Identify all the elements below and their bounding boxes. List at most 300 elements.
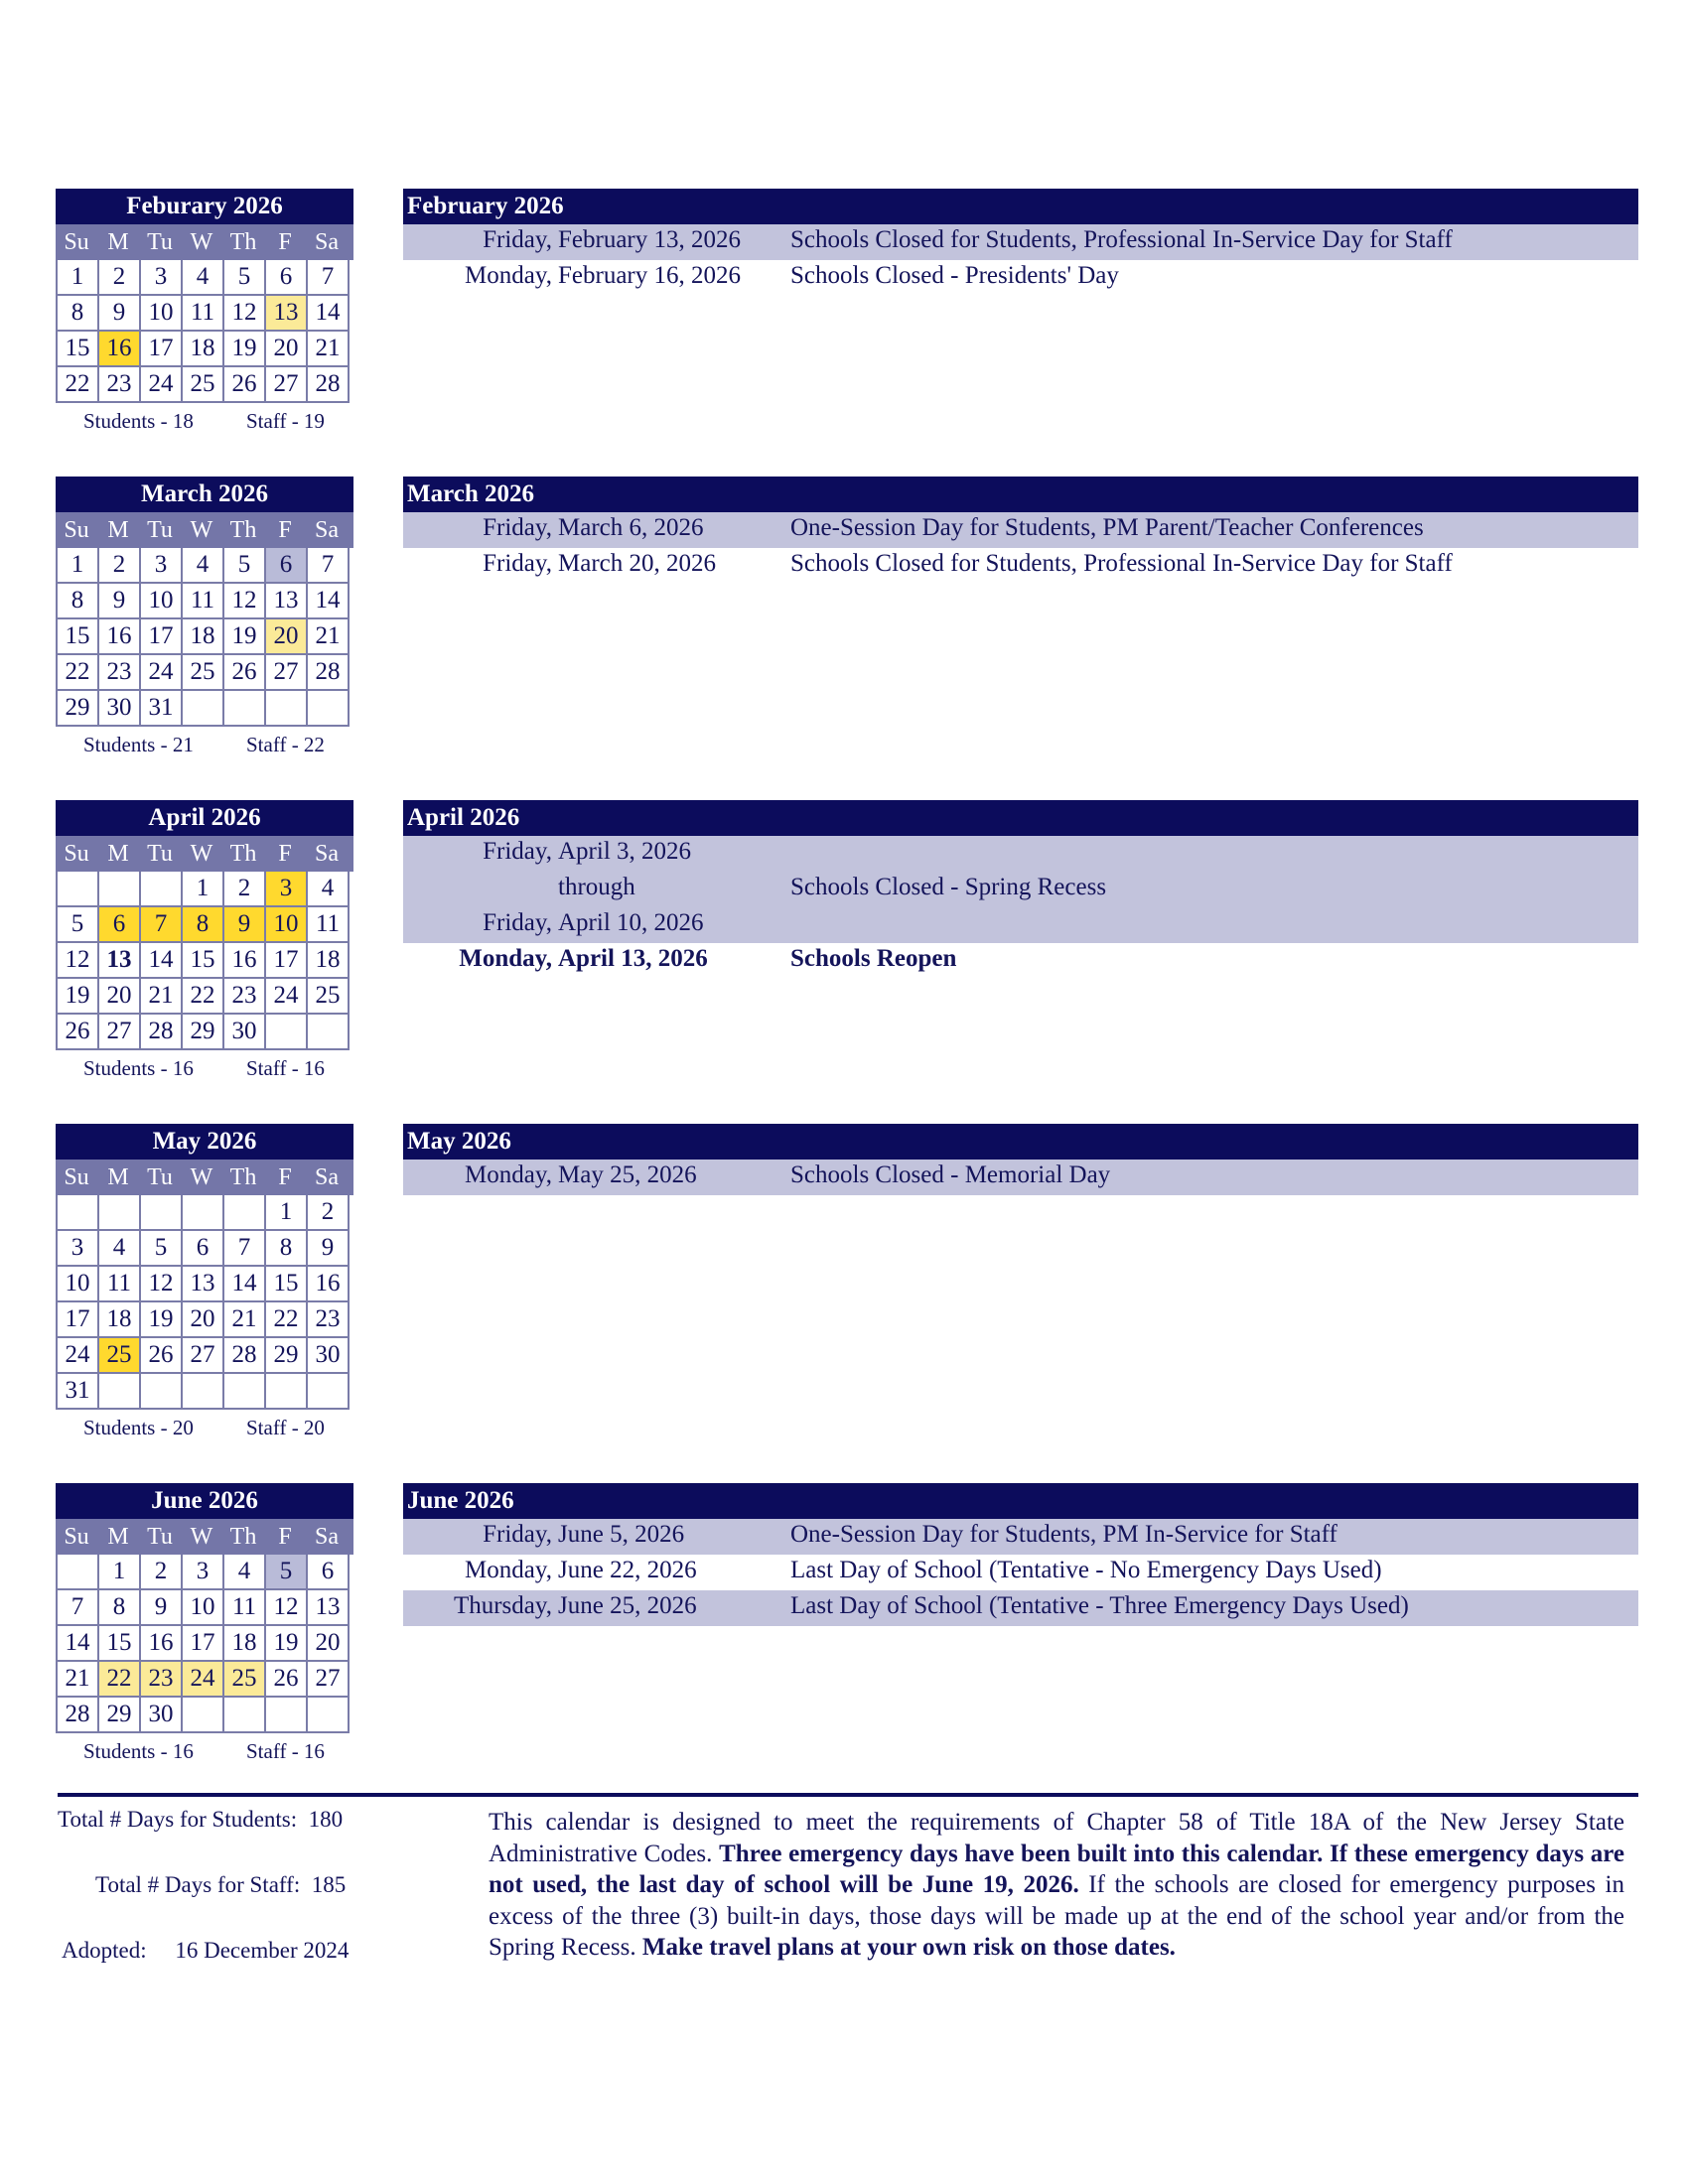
event-date: through xyxy=(558,874,635,900)
event-weekday: Monday, xyxy=(465,1557,552,1583)
event-date: April 3, 2026 xyxy=(558,838,692,865)
event-row xyxy=(403,872,1638,907)
day-cell: 17 xyxy=(266,943,308,979)
day-cell: 15 xyxy=(266,1267,308,1302)
weekday-header xyxy=(56,836,353,872)
day-cell: 9 xyxy=(141,1590,183,1626)
day-cell: 10 xyxy=(266,907,308,943)
adopted-line xyxy=(62,1938,349,1964)
weekday-label: Sa xyxy=(315,1524,339,1550)
week-row xyxy=(58,1231,353,1267)
day-cell: 9 xyxy=(224,907,266,943)
day-cell: 1 xyxy=(58,260,99,296)
day-cell: 8 xyxy=(266,1231,308,1267)
day-cell: 18 xyxy=(99,1302,141,1338)
staff-count: Staff - 20 xyxy=(246,1416,325,1439)
day-cell: 26 xyxy=(266,1662,308,1698)
weekday-label: M xyxy=(107,841,129,867)
weekday-label: M xyxy=(107,517,129,543)
day-cell: 11 xyxy=(183,584,224,619)
students-count: Students - 21 xyxy=(83,733,194,756)
event-description: Schools Closed for Students, Professional In-Service Day for Staff xyxy=(790,550,1453,577)
week-row xyxy=(58,691,353,727)
day-cell: 15 xyxy=(99,1626,141,1662)
week-row xyxy=(58,1555,353,1590)
empty-day-cell xyxy=(141,1195,183,1231)
weekday-label: Sa xyxy=(315,1164,339,1190)
day-cell: 27 xyxy=(99,1015,141,1050)
day-cell: 15 xyxy=(58,332,99,367)
event-weekday: Thursday, xyxy=(453,1592,552,1619)
day-cell: 21 xyxy=(58,1662,99,1698)
weekday-label: Su xyxy=(64,1524,89,1550)
mini-calendar xyxy=(56,189,353,439)
day-counts xyxy=(56,403,353,439)
day-cell: 16 xyxy=(224,943,266,979)
day-cell: 27 xyxy=(183,1338,224,1374)
events-month-title: February 2026 xyxy=(403,189,1638,224)
staff-count: Staff - 22 xyxy=(246,733,325,756)
events-month-title: April 2026 xyxy=(403,800,1638,836)
day-cell: 13 xyxy=(99,943,141,979)
day-cell: 19 xyxy=(141,1302,183,1338)
weekday-label: Su xyxy=(64,841,89,867)
events-month-title: May 2026 xyxy=(403,1124,1638,1160)
weekday-label: Tu xyxy=(147,517,173,543)
week-row xyxy=(58,332,353,367)
day-cell: 26 xyxy=(224,655,266,691)
weekday-label: Th xyxy=(229,1524,257,1550)
event-description: Last Day of School (Tentative - No Emergency Days Used) xyxy=(790,1557,1382,1583)
week-row xyxy=(58,1662,353,1698)
empty-day-cell xyxy=(224,691,266,727)
day-cell: 29 xyxy=(99,1698,141,1733)
mini-calendar-title: Feburary 2026 xyxy=(56,189,353,224)
day-grid xyxy=(56,872,353,1050)
empty-day-cell xyxy=(99,872,141,907)
weekday-label: W xyxy=(190,229,213,255)
day-cell: 5 xyxy=(224,260,266,296)
day-cell: 30 xyxy=(308,1338,350,1374)
day-cell: 2 xyxy=(99,548,141,584)
day-cell: 1 xyxy=(266,1195,308,1231)
event-description: One-Session Day for Students, PM In-Service for Staff xyxy=(790,1521,1337,1548)
day-cell: 27 xyxy=(308,1662,350,1698)
week-row xyxy=(58,548,353,584)
empty-day-cell xyxy=(99,1374,141,1410)
day-cell: 24 xyxy=(141,367,183,403)
day-cell: 12 xyxy=(58,943,99,979)
weekday-label: F xyxy=(278,517,292,543)
mini-calendar xyxy=(56,477,353,762)
day-cell: 30 xyxy=(224,1015,266,1050)
day-cell: 1 xyxy=(99,1555,141,1590)
empty-day-cell xyxy=(58,872,99,907)
day-cell: 12 xyxy=(266,1590,308,1626)
day-cell: 17 xyxy=(141,332,183,367)
day-cell: 11 xyxy=(99,1267,141,1302)
day-cell: 25 xyxy=(224,1662,266,1698)
day-cell: 7 xyxy=(308,548,350,584)
mini-calendar xyxy=(56,1124,353,1445)
weekday-label: Tu xyxy=(147,1524,173,1550)
weekday-label: Sa xyxy=(315,517,339,543)
day-cell: 22 xyxy=(266,1302,308,1338)
weekday-label: F xyxy=(278,229,292,255)
mini-calendar xyxy=(56,1483,353,1769)
event-weekday: Monday, xyxy=(465,1161,552,1188)
weekday-label: W xyxy=(190,1524,213,1550)
day-cell: 22 xyxy=(58,367,99,403)
event-description: Last Day of School (Tentative - Three Emergency Days Used) xyxy=(790,1592,1409,1619)
students-count: Students - 16 xyxy=(83,1739,194,1763)
day-grid xyxy=(56,1555,353,1733)
day-cell: 6 xyxy=(183,1231,224,1267)
day-cell: 4 xyxy=(308,872,350,907)
week-row xyxy=(58,1626,353,1662)
day-grid xyxy=(56,548,353,727)
day-cell: 19 xyxy=(224,332,266,367)
day-cell: 23 xyxy=(224,979,266,1015)
mini-calendar xyxy=(56,800,353,1086)
event-date: February 13, 2026 xyxy=(558,226,741,253)
weekday-label: Su xyxy=(64,517,89,543)
day-cell: 15 xyxy=(58,619,99,655)
staff-total-value: 185 xyxy=(311,1872,347,1897)
staff-count: Staff - 19 xyxy=(246,409,325,433)
students-count: Students - 18 xyxy=(83,409,194,433)
weekday-header xyxy=(56,1519,353,1555)
day-cell: 19 xyxy=(58,979,99,1015)
week-row xyxy=(58,260,353,296)
weekday-label: W xyxy=(190,841,213,867)
day-cell: 24 xyxy=(58,1338,99,1374)
day-cell: 10 xyxy=(183,1590,224,1626)
day-cell: 18 xyxy=(183,619,224,655)
event-description: Schools Closed - Memorial Day xyxy=(790,1161,1111,1188)
day-cell: 6 xyxy=(99,907,141,943)
day-cell: 2 xyxy=(99,260,141,296)
empty-day-cell xyxy=(308,1374,350,1410)
empty-day-cell xyxy=(266,1015,308,1050)
staff-count: Staff - 16 xyxy=(246,1056,325,1080)
weekday-label: W xyxy=(190,1164,213,1190)
week-row xyxy=(58,1338,353,1374)
weekday-label: Sa xyxy=(315,229,339,255)
week-row xyxy=(58,943,353,979)
day-cell: 23 xyxy=(308,1302,350,1338)
day-cell: 13 xyxy=(266,296,308,332)
students-total-label: Total # Days for Students: xyxy=(58,1807,298,1832)
day-cell: 12 xyxy=(141,1267,183,1302)
day-cell: 29 xyxy=(183,1015,224,1050)
day-cell: 17 xyxy=(141,619,183,655)
weekday-label: M xyxy=(107,229,129,255)
day-cell: 25 xyxy=(183,367,224,403)
event-weekday: Friday, xyxy=(483,226,552,253)
day-cell: 4 xyxy=(183,548,224,584)
weekday-label: Su xyxy=(64,229,89,255)
day-cell: 31 xyxy=(58,1374,99,1410)
day-cell: 22 xyxy=(58,655,99,691)
event-row xyxy=(403,1160,1638,1195)
footer-divider xyxy=(58,1793,1638,1797)
day-cell: 11 xyxy=(308,907,350,943)
event-date: June 5, 2026 xyxy=(558,1521,685,1548)
weekday-label: Th xyxy=(229,517,257,543)
day-cell: 17 xyxy=(183,1626,224,1662)
week-row xyxy=(58,655,353,691)
day-cell: 31 xyxy=(141,691,183,727)
day-cell: 27 xyxy=(266,655,308,691)
day-cell: 20 xyxy=(183,1302,224,1338)
day-cell: 24 xyxy=(266,979,308,1015)
mini-calendar-title: April 2026 xyxy=(56,800,353,836)
day-cell: 20 xyxy=(99,979,141,1015)
event-description: Schools Closed - Spring Recess xyxy=(790,874,1107,900)
empty-day-cell xyxy=(141,1374,183,1410)
event-row xyxy=(403,836,1638,872)
weekday-label: Sa xyxy=(315,841,339,867)
day-cell: 25 xyxy=(99,1338,141,1374)
staff-total xyxy=(95,1872,346,1898)
event-weekday: Friday, xyxy=(483,514,552,541)
day-cell: 12 xyxy=(224,584,266,619)
event-weekday: Monday, xyxy=(465,262,552,289)
day-cell: 11 xyxy=(183,296,224,332)
empty-day-cell xyxy=(58,1555,99,1590)
events-list xyxy=(403,189,1638,296)
event-row xyxy=(403,907,1638,943)
weekday-header xyxy=(56,512,353,548)
events-list xyxy=(403,1124,1638,1195)
weekday-label: Tu xyxy=(147,1164,173,1190)
day-cell: 3 xyxy=(266,872,308,907)
day-cell: 13 xyxy=(266,584,308,619)
event-description: Schools Reopen xyxy=(790,945,957,972)
day-counts xyxy=(56,1410,353,1445)
day-cell: 20 xyxy=(308,1626,350,1662)
mini-calendar-title: March 2026 xyxy=(56,477,353,512)
day-cell: 13 xyxy=(183,1267,224,1302)
day-cell: 21 xyxy=(308,332,350,367)
day-cell: 22 xyxy=(99,1662,141,1698)
event-date: April 10, 2026 xyxy=(558,909,704,936)
event-row xyxy=(403,548,1638,584)
events-list xyxy=(403,1483,1638,1626)
event-description: Schools Closed for Students, Professional In-Service Day for Staff xyxy=(790,226,1453,253)
policy-paragraph xyxy=(489,1807,1624,1964)
day-counts xyxy=(56,1050,353,1086)
day-cell: 30 xyxy=(99,691,141,727)
day-cell: 20 xyxy=(266,332,308,367)
day-cell: 24 xyxy=(141,655,183,691)
event-row xyxy=(403,1590,1638,1626)
day-cell: 27 xyxy=(266,367,308,403)
weekday-header xyxy=(56,1160,353,1195)
day-cell: 21 xyxy=(308,619,350,655)
day-cell: 9 xyxy=(99,584,141,619)
week-row xyxy=(58,1374,353,1410)
event-date: June 22, 2026 xyxy=(558,1557,697,1583)
day-cell: 18 xyxy=(224,1626,266,1662)
event-row xyxy=(403,943,1638,979)
empty-day-cell xyxy=(183,1195,224,1231)
mini-calendar-title: June 2026 xyxy=(56,1483,353,1519)
staff-count: Staff - 16 xyxy=(246,1739,325,1763)
weekday-label: Su xyxy=(64,1164,89,1190)
event-row xyxy=(403,224,1638,260)
policy-text-2: Three emergency days have been built into this calendar. If these emergency days are not used, the last day of school will be June 19, 2026. xyxy=(489,1840,1624,1898)
day-counts xyxy=(56,1733,353,1769)
day-cell: 20 xyxy=(266,619,308,655)
event-description: One-Session Day for Students, PM Parent/Teacher Conferences xyxy=(790,514,1424,541)
events-list xyxy=(403,800,1638,979)
weekday-label: F xyxy=(278,1164,292,1190)
day-cell: 3 xyxy=(141,260,183,296)
day-cell: 30 xyxy=(141,1698,183,1733)
day-cell: 8 xyxy=(58,296,99,332)
day-cell: 26 xyxy=(141,1338,183,1374)
week-row xyxy=(58,1015,353,1050)
day-cell: 8 xyxy=(58,584,99,619)
empty-day-cell xyxy=(266,1698,308,1733)
day-cell: 5 xyxy=(58,907,99,943)
day-cell: 25 xyxy=(183,655,224,691)
day-cell: 26 xyxy=(224,367,266,403)
day-cell: 4 xyxy=(183,260,224,296)
event-date: June 25, 2026 xyxy=(558,1592,697,1619)
students-count: Students - 16 xyxy=(83,1056,194,1080)
day-cell: 24 xyxy=(183,1662,224,1698)
empty-day-cell xyxy=(266,691,308,727)
day-cell: 12 xyxy=(224,296,266,332)
day-cell: 19 xyxy=(266,1626,308,1662)
day-cell: 14 xyxy=(308,584,350,619)
day-cell: 7 xyxy=(58,1590,99,1626)
weekday-label: F xyxy=(278,1524,292,1550)
day-cell: 21 xyxy=(141,979,183,1015)
empty-day-cell xyxy=(183,1374,224,1410)
day-cell: 2 xyxy=(224,872,266,907)
event-date: April 13, 2026 xyxy=(558,945,708,972)
day-cell: 23 xyxy=(99,367,141,403)
weekday-header xyxy=(56,224,353,260)
event-row xyxy=(403,260,1638,296)
day-cell: 14 xyxy=(58,1626,99,1662)
event-row xyxy=(403,512,1638,548)
events-list xyxy=(403,477,1638,584)
empty-day-cell xyxy=(308,1698,350,1733)
students-total-value: 180 xyxy=(308,1807,344,1832)
weekday-label: Th xyxy=(229,841,257,867)
day-cell: 2 xyxy=(308,1195,350,1231)
event-weekday: Friday, xyxy=(483,550,552,577)
day-cell: 15 xyxy=(183,943,224,979)
empty-day-cell xyxy=(308,691,350,727)
policy-text-1: This calendar is designed to meet the requirements of Chapter 58 of Title 18A of the New Jersey State Administrative Codes. xyxy=(489,1809,1624,1867)
day-cell: 17 xyxy=(58,1302,99,1338)
event-date: February 16, 2026 xyxy=(558,262,741,289)
students-count: Students - 20 xyxy=(83,1416,194,1439)
day-grid xyxy=(56,1195,353,1410)
weekday-label: W xyxy=(190,517,213,543)
empty-day-cell xyxy=(58,1195,99,1231)
weekday-label: Tu xyxy=(147,841,173,867)
day-cell: 16 xyxy=(99,332,141,367)
day-cell: 6 xyxy=(266,548,308,584)
day-cell: 7 xyxy=(141,907,183,943)
weekday-label: M xyxy=(107,1164,129,1190)
day-cell: 26 xyxy=(58,1015,99,1050)
day-cell: 1 xyxy=(58,548,99,584)
day-cell: 10 xyxy=(141,296,183,332)
day-cell: 5 xyxy=(266,1555,308,1590)
day-cell: 8 xyxy=(183,907,224,943)
day-cell: 29 xyxy=(266,1338,308,1374)
day-cell: 19 xyxy=(224,619,266,655)
day-cell: 14 xyxy=(141,943,183,979)
day-cell: 28 xyxy=(224,1338,266,1374)
week-row xyxy=(58,872,353,907)
day-cell: 9 xyxy=(308,1231,350,1267)
weekday-label: Th xyxy=(229,1164,257,1190)
day-cell: 5 xyxy=(224,548,266,584)
day-cell: 13 xyxy=(308,1590,350,1626)
empty-day-cell xyxy=(224,1698,266,1733)
day-cell: 6 xyxy=(266,260,308,296)
day-cell: 8 xyxy=(99,1590,141,1626)
adopted-label: Adopted: xyxy=(62,1938,147,1963)
event-date: May 25, 2026 xyxy=(558,1161,697,1188)
week-row xyxy=(58,1267,353,1302)
mini-calendar-title: May 2026 xyxy=(56,1124,353,1160)
event-row xyxy=(403,1555,1638,1590)
day-cell: 3 xyxy=(58,1231,99,1267)
event-weekday: Friday, xyxy=(483,838,552,865)
day-cell: 14 xyxy=(224,1267,266,1302)
week-row xyxy=(58,1590,353,1626)
event-weekday: Friday, xyxy=(483,1521,552,1548)
week-row xyxy=(58,1698,353,1733)
event-date: March 6, 2026 xyxy=(558,514,704,541)
event-row xyxy=(403,1519,1638,1555)
day-cell: 16 xyxy=(141,1626,183,1662)
event-description: Schools Closed - Presidents' Day xyxy=(790,262,1119,289)
day-cell: 5 xyxy=(141,1231,183,1267)
event-date: March 20, 2026 xyxy=(558,550,716,577)
day-cell: 23 xyxy=(99,655,141,691)
week-row xyxy=(58,367,353,403)
day-cell: 28 xyxy=(58,1698,99,1733)
day-cell: 28 xyxy=(141,1015,183,1050)
staff-total-label: Total # Days for Staff: xyxy=(95,1872,301,1897)
day-cell: 4 xyxy=(99,1231,141,1267)
empty-day-cell xyxy=(266,1374,308,1410)
day-cell: 11 xyxy=(224,1590,266,1626)
day-cell: 10 xyxy=(58,1267,99,1302)
empty-day-cell xyxy=(141,872,183,907)
day-cell: 16 xyxy=(308,1267,350,1302)
empty-day-cell xyxy=(224,1195,266,1231)
day-cell: 22 xyxy=(183,979,224,1015)
event-weekday: Monday, xyxy=(459,945,552,972)
day-cell: 28 xyxy=(308,655,350,691)
day-cell: 18 xyxy=(308,943,350,979)
week-row xyxy=(58,296,353,332)
week-row xyxy=(58,584,353,619)
week-row xyxy=(58,979,353,1015)
